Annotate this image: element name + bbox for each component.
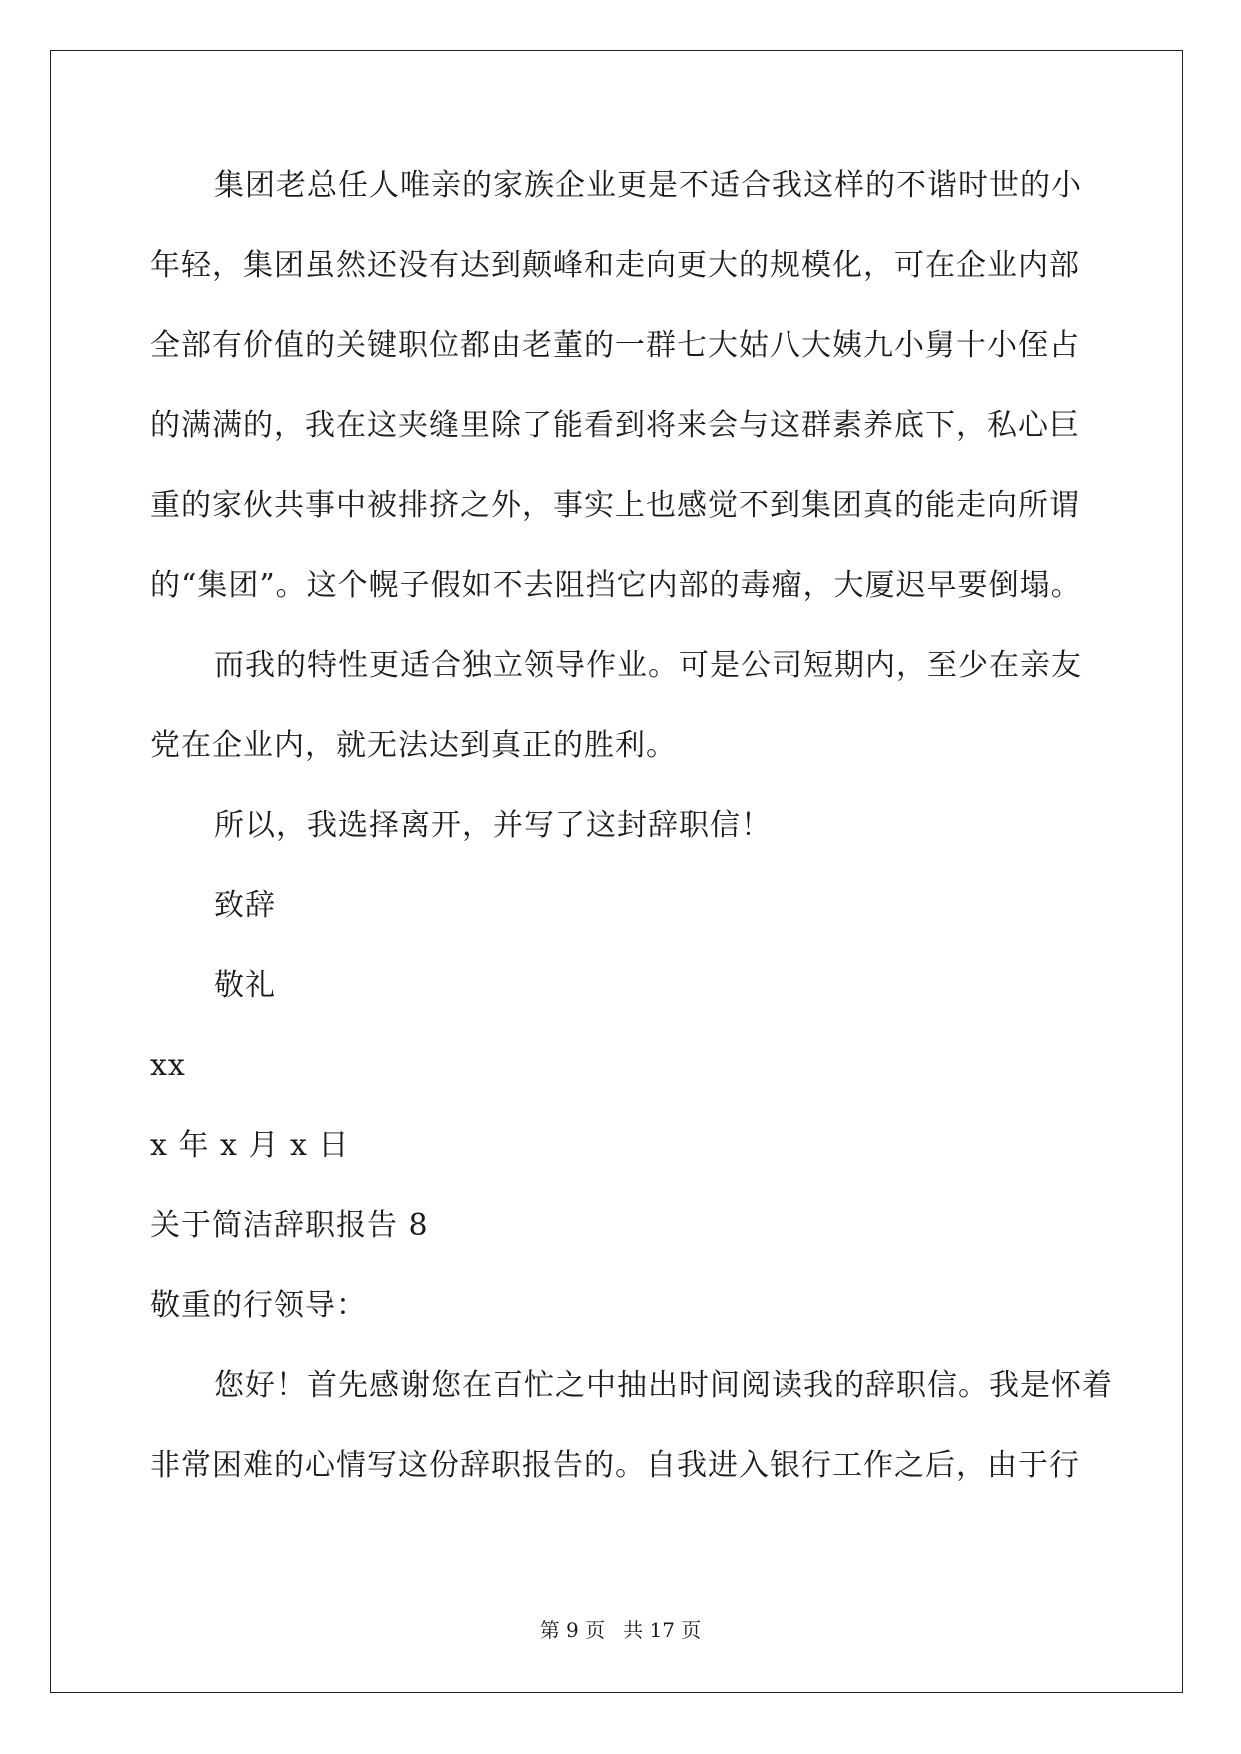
paragraph-line: 的满满的，我在这夹缝里除了能看到将来会与这群素养底下，私心巨 [150, 408, 1080, 443]
paragraph-line: 所以，我选择离开，并写了这封辞职信！ [214, 808, 772, 843]
document-body [150, 162, 1113, 1522]
paragraph-line: 的“集团”。这个幌子假如不去阻挡它内部的毒瘤，大厦迟早要倒塌。 [150, 568, 1082, 603]
signature-name: xx [150, 1048, 186, 1083]
paragraph-line: 重的家伙共事中被排挤之外，事实上也感觉不到集团真的能走向所谓 [150, 488, 1080, 523]
paragraph-line: 全部有价值的关键职位都由老董的一群七大姑八大姨九小舅十小侄占 [150, 328, 1080, 363]
paragraph-line: 集团老总任人唯亲的家族企业更是不适合我这样的不谐时世的小 [214, 168, 1082, 203]
paragraph-line: 非常困难的心情写这份辞职报告的。自我进入银行工作之后，由于行 [150, 1448, 1080, 1483]
letter-greeting: 敬重的行领导： [150, 1288, 367, 1323]
paragraph-line: 年轻，集团虽然还没有达到颠峰和走向更大的规模化，可在企业内部 [150, 248, 1080, 283]
closing-regards: 敬礼 [214, 968, 276, 1003]
paragraph-line: 您好！首先感谢您在百忙之中抽出时间阅读我的辞职信。我是怀着 [214, 1368, 1113, 1403]
closing-salutation: 致辞 [214, 888, 276, 923]
page-footer [0, 1618, 1241, 1642]
paragraph-line: 而我的特性更适合独立领导作业。可是公司短期内，至少在亲友 [214, 648, 1082, 683]
section-heading: 关于简洁辞职报告 8 [150, 1208, 429, 1243]
paragraph-line: 党在企业内，就无法达到真正的胜利。 [150, 728, 677, 763]
page-total: 共 17 页 [623, 1618, 702, 1642]
signature-date: x 年 x 月 x 日 [150, 1128, 350, 1163]
page-number: 第 9 页 [539, 1618, 606, 1642]
